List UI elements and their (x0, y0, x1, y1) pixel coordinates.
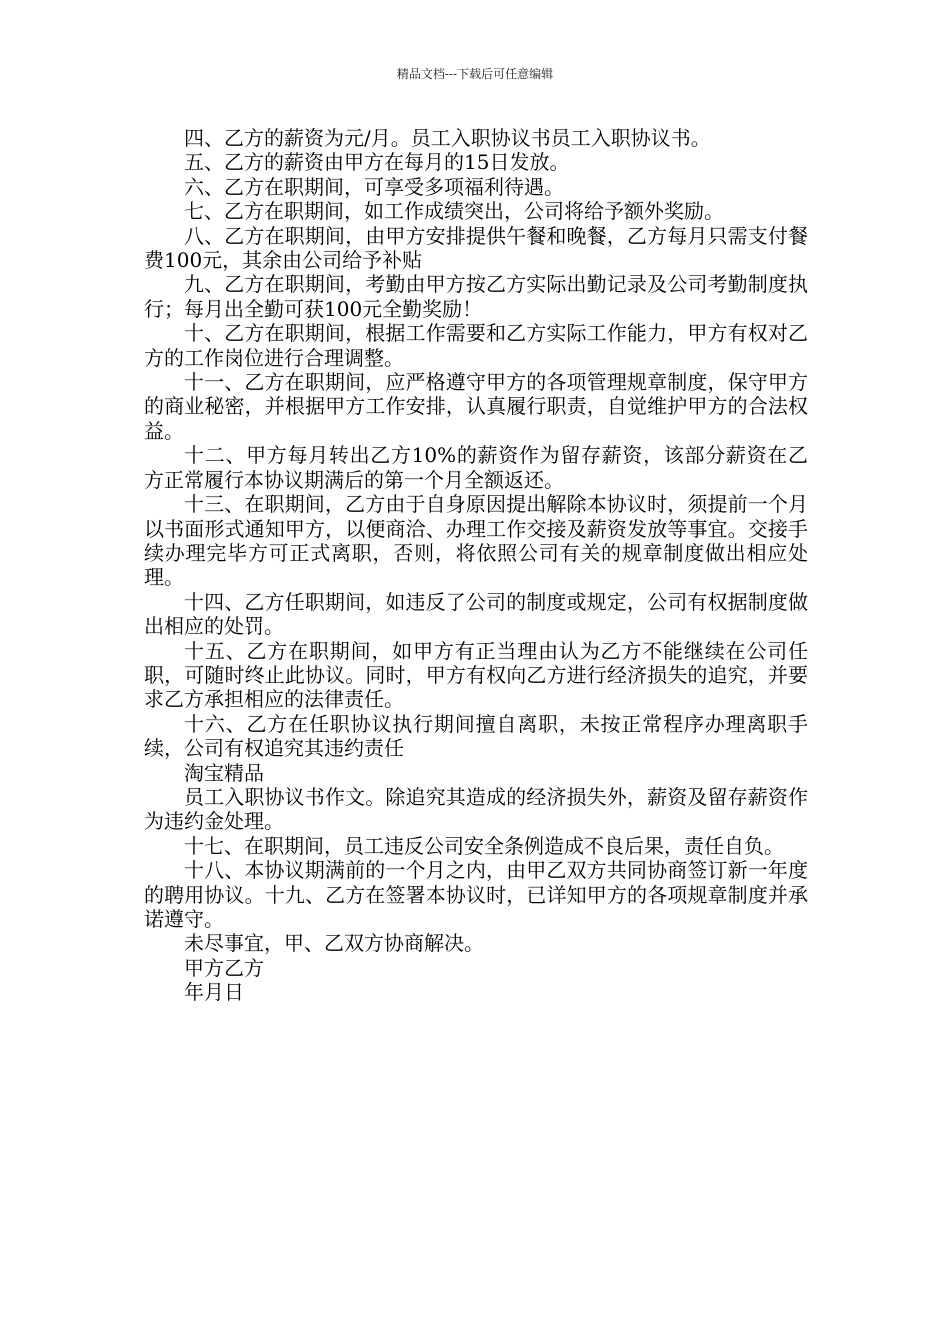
clause-15: 十五、乙方在职期间，如甲方有正当理由认为乙方不能继续在公司任职，可随时终止此协议。同时，甲方有权向乙方进行经济损失的追究，并要求乙方承担相应的法律责任。 (144, 638, 808, 712)
clause-16-continued: 员工入职协议书作文。除追究其造成的经济损失外，薪资及留存薪资作为违约金处理。 (144, 784, 808, 834)
signature-date: 年月日 (184, 980, 244, 1005)
document-body (144, 126, 808, 1005)
clause-18-19: 十八、本协议期满前的一个月之内，由甲乙双方共同协商签订新一年度的聘用协议。十九、乙方在签署本协议时，已详知甲方的各项规章制度并承诺遵守。 (144, 858, 808, 931)
clause-7: 七、乙方在职期间，如工作成绩突出，公司将给予额外奖励。 (184, 199, 724, 224)
clause-13: 十三、在职期间，乙方由于自身原因提出解除本协议时，须提前一个月以书面形式通知甲方，以便商洽、办理工作交接及薪资发放等事宜。交接手续办理完毕方可正式离职，否则，将依照公司有关的规章制度做出相应处理。 (144, 492, 808, 590)
clause-6: 六、乙方在职期间，可享受多项福利待遇。 (184, 174, 564, 199)
clause-11: 十一、乙方在职期间，应严格遵守甲方的各项管理规章制度，保守甲方的商业秘密，并根据甲方工作安排，认真履行职责，自觉维护甲方的合法权益。 (144, 370, 808, 443)
clause-10: 十、乙方在职期间，根据工作需要和乙方实际工作能力，甲方有权对乙方的工作岗位进行合理调整。 (144, 321, 808, 370)
clause-5: 五、乙方的薪资由甲方在每月的15日发放。 (184, 150, 570, 175)
clause-4: 四、乙方的薪资为元/月。员工入职协议书员工入职协议书。 (184, 126, 711, 150)
clause-8: 八、乙方在职期间，由甲方安排提供午餐和晚餐，乙方每月只需支付餐费100元，其余由公司给予补贴 (144, 223, 808, 273)
clause-14: 十四、乙方任职期间，如违反了公司的制度或规定，公司有权据制度做出相应的处罚。 (144, 589, 808, 639)
page-header: 精品文档---下载后可任意编辑 (396, 67, 554, 81)
clause-16: 十六、乙方在任职协议执行期间擅自离职，未按正常程序办理离职手续，公司有权追究其违约责任 (144, 711, 808, 761)
signature-parties: 甲方乙方 (184, 955, 264, 980)
clause-9: 九、乙方在职期间，考勤由甲方按乙方实际出勤记录及公司考勤制度执行；每月出全勤可获100元全勤奖励！ (144, 272, 808, 321)
closing-clause: 未尽事宜，甲、乙双方协商解决。 (184, 931, 484, 956)
clause-12: 十二、甲方每月转出乙方10%的薪资作为留存薪资，该部分薪资在乙方正常履行本协议期满后的第一个月全额返还。 (144, 443, 808, 492)
clause-17: 十七、在职期间，员工违反公司安全条例造成不良后果，责任自负。 (184, 833, 784, 858)
inserted-note: 淘宝精品 (184, 760, 264, 785)
